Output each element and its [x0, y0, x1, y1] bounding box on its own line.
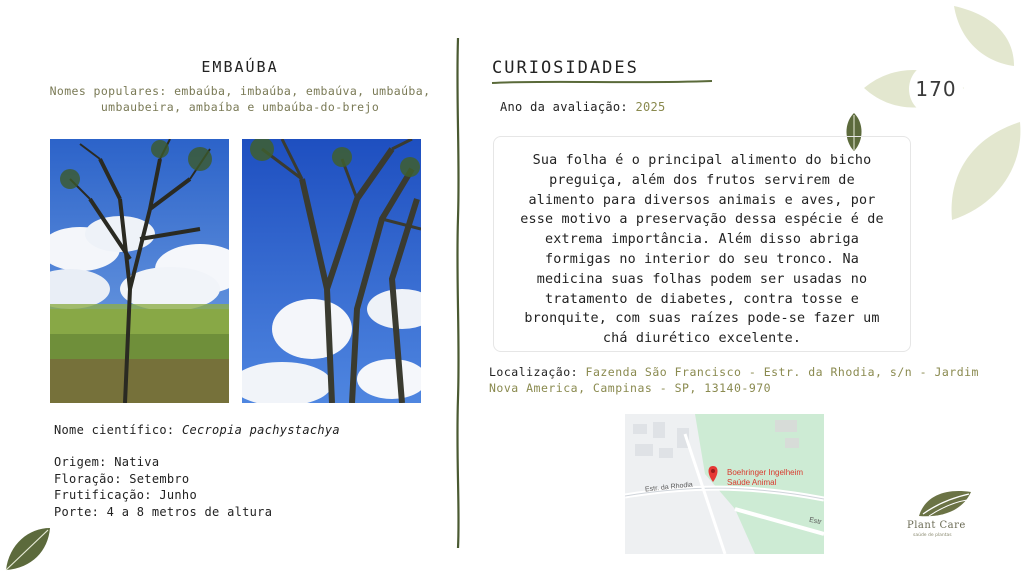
curiosities-box [493, 136, 911, 352]
location-label: Localização: [489, 365, 579, 379]
flowering: Floração: Setembro [54, 471, 190, 486]
popular-names: Nomes populares: embaúba, imbaúba, embaúva, umbaúba, umbaubeira, ambaíba e umbaúba-do-brejo [49, 84, 431, 114]
logo-tagline: saúde de plantas [913, 533, 952, 538]
species-title: EMBAÚBA [201, 58, 279, 76]
map-place-label: Boehringer Ingelheim Saúde Animal [727, 468, 804, 487]
decorative-leaves [860, 4, 1024, 224]
year-label: Ano da avaliação: [500, 100, 628, 114]
year-value: 2025 [635, 100, 666, 114]
tree-photo-2 [242, 139, 421, 403]
logo-name: Plant Care [907, 520, 966, 531]
map-road-label-2: Estr [808, 516, 823, 527]
vertical-divider [455, 38, 461, 548]
curiosities-title: CURIOSIDADES [492, 58, 639, 78]
page-number: 170 [915, 77, 957, 101]
tree-size: Porte: 4 a 8 metros de altura [54, 504, 273, 519]
leaf-icon [4, 526, 52, 572]
scientific-label: Nome científico: [54, 423, 175, 437]
map-road-label: Estr. da Rhodia [644, 481, 694, 494]
scientific-value: Cecropia pachystachya [181, 423, 340, 437]
location [489, 365, 989, 396]
scientific-name [54, 423, 340, 437]
title-underline [490, 78, 715, 86]
origin: Origem: Nativa [54, 455, 160, 469]
fruiting: Frutificação: Junho [54, 488, 197, 502]
species-facts [54, 454, 272, 520]
tree-photo-1 [50, 139, 229, 403]
location-map[interactable] [625, 414, 824, 554]
location-value: Fazenda São Francisco - Estr. da Rhodia, s/n - Jardim Nova America, Campinas - SP, 13140-970 [489, 365, 979, 395]
evaluation-year [500, 100, 666, 114]
curiosities-text: Sua folha é o principal alimento do bicho preguiça, além dos frutos servirem de alimento para diversos animais e aves, por esse motivo a preservação dessa espécie é de extrema importância. Além disso abriga formigas no interior do seu tronco. Na medicina suas folhas podem ser usadas no tratamento de diabetes, contra tosse e bronquite, com suas raízes pode-se fazer um chá diurético excelente. [520, 153, 884, 347]
plant-care-logo [903, 486, 993, 552]
